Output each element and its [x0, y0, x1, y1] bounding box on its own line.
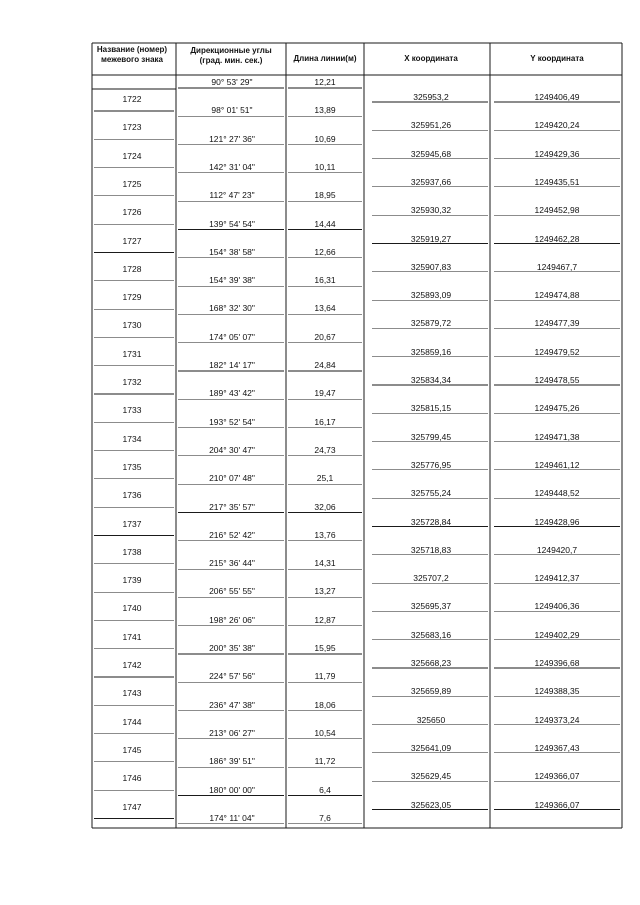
segment-angle: 121° 27' 36" [209, 133, 255, 144]
header-angles: Дирекционные углы (град. мин. сек.) [190, 46, 272, 65]
segment-length: 16,17 [314, 416, 336, 427]
point-name: 1746 [122, 773, 142, 784]
point-name: 1743 [122, 688, 142, 699]
point-name: 1732 [122, 377, 142, 387]
point-x: 325695,37 [410, 601, 452, 612]
segment-length: 10,11 [314, 161, 336, 172]
segment-angle: 224° 57' 56" [209, 671, 255, 682]
segment-length: 11,79 [314, 671, 336, 682]
point-y: 1249366,07 [534, 771, 580, 782]
point-y: 1249429,36 [534, 148, 580, 159]
point-x: 325859,16 [410, 346, 452, 357]
point-y: 1249479,52 [534, 346, 580, 357]
segment-length: 19,47 [314, 388, 336, 399]
point-name: 1726 [122, 207, 142, 218]
segment-angle: 217° 35' 57" [209, 501, 255, 512]
point-y: 1249373,24 [534, 714, 580, 725]
segment-length: 13,64 [314, 303, 336, 314]
point-x: 325707,2 [413, 573, 449, 584]
segment-angle: 210° 07' 48" [209, 473, 255, 484]
segment-angle: 142° 31' 04" [209, 161, 255, 172]
segment-length: 6,4 [319, 784, 331, 795]
segment-length: 12,66 [314, 246, 336, 257]
point-name: 1730 [122, 320, 142, 331]
point-x: 325623,05 [410, 799, 452, 810]
header-length: Длина линии(м) [293, 54, 357, 63]
segment-angle: 189° 43' 42" [209, 388, 255, 399]
point-y: 1249467,7 [536, 261, 578, 272]
point-name: 1722 [122, 94, 142, 104]
point-x: 325629,45 [410, 771, 452, 782]
point-name: 1724 [122, 150, 142, 161]
point-y: 1249420,24 [534, 120, 580, 131]
segment-length: 20,67 [314, 331, 336, 342]
segment-length: 25,1 [316, 473, 334, 484]
point-name: 1725 [122, 178, 142, 189]
point-y: 1249475,26 [534, 403, 580, 414]
point-x: 325834,34 [410, 375, 452, 385]
point-name: 1740 [122, 603, 142, 614]
segment-length: 12,87 [314, 614, 336, 625]
point-y: 1249406,36 [534, 601, 580, 612]
point-y: 1249474,88 [534, 290, 580, 301]
segment-angle: 200° 35' 38" [209, 643, 255, 653]
segment-length: 16,31 [314, 275, 336, 286]
point-x: 325799,45 [410, 431, 452, 442]
point-name: 1737 [122, 518, 142, 529]
point-y: 1249461,12 [534, 459, 580, 470]
segment-length: 13,76 [314, 529, 336, 540]
point-y: 1249428,96 [534, 516, 580, 527]
point-x: 325668,23 [410, 658, 452, 668]
segment-length: 14,44 [314, 218, 336, 229]
point-y: 1249396,68 [534, 658, 580, 668]
point-y: 1249478,55 [534, 375, 580, 385]
segment-length: 10,69 [314, 133, 336, 144]
segment-angle: 174° 05' 07" [209, 331, 255, 342]
point-x: 325919,27 [410, 233, 452, 244]
point-y: 1249477,39 [534, 318, 580, 329]
segment-angle: 206° 55' 55" [209, 586, 255, 597]
point-y: 1249448,52 [534, 488, 580, 499]
header-name: Название (номер) межевого знака [96, 45, 168, 64]
point-y: 1249452,98 [534, 205, 580, 216]
point-name: 1739 [122, 575, 142, 586]
point-x: 325776,95 [410, 459, 452, 470]
point-x: 325907,83 [410, 261, 452, 272]
segment-angle: 90° 53' 29" [211, 77, 253, 87]
segment-length: 10,54 [314, 727, 336, 738]
segment-length: 32,06 [314, 501, 336, 512]
point-name: 1742 [122, 660, 142, 670]
segment-angle: 186° 39' 51" [209, 756, 255, 767]
point-y: 1249366,07 [534, 799, 580, 810]
header-x: X координата [404, 54, 458, 63]
point-x: 325945,68 [410, 148, 452, 159]
point-name: 1738 [122, 546, 142, 557]
point-name: 1728 [122, 263, 142, 274]
point-y: 1249388,35 [534, 686, 580, 697]
point-x: 325953,2 [413, 92, 449, 102]
point-x: 325718,83 [410, 544, 452, 555]
header-y: Y координата [530, 54, 584, 63]
segment-angle: 198° 26' 06" [209, 614, 255, 625]
point-name: 1723 [122, 122, 142, 133]
point-y: 1249367,43 [534, 742, 580, 753]
point-name: 1729 [122, 292, 142, 303]
segment-angle: 98° 01' 51" [211, 105, 253, 116]
segment-length: 7,6 [319, 812, 331, 823]
segment-angle: 182° 14' 17" [209, 360, 255, 370]
point-name: 1747 [122, 801, 142, 812]
segment-angle: 193° 52' 54" [209, 416, 255, 427]
segment-length: 12,21 [314, 77, 336, 87]
point-x: 325683,16 [410, 629, 452, 640]
point-x: 325659,89 [410, 686, 452, 697]
segment-length: 11,72 [314, 756, 336, 767]
segment-length: 13,27 [314, 586, 336, 597]
segment-length: 15,95 [314, 643, 336, 653]
segment-angle: 154° 39' 38" [209, 275, 255, 286]
point-y: 1249462,28 [534, 233, 580, 244]
point-name: 1735 [122, 461, 142, 472]
point-x: 325893,09 [410, 290, 452, 301]
point-name: 1733 [122, 405, 142, 416]
segment-length: 18,06 [314, 699, 336, 710]
point-x: 325755,24 [410, 488, 452, 499]
point-name: 1741 [122, 631, 142, 642]
segment-length: 18,95 [314, 190, 336, 201]
point-name: 1727 [122, 235, 142, 246]
segment-angle: 216° 52' 42" [209, 529, 255, 540]
point-y: 1249406,49 [534, 92, 580, 102]
point-x: 325650 [416, 714, 446, 725]
segment-length: 14,31 [314, 558, 336, 569]
segment-angle: 180° 00' 00" [209, 784, 255, 795]
point-y: 1249435,51 [534, 176, 580, 187]
point-x: 325641,09 [410, 742, 452, 753]
point-x: 325879,72 [410, 318, 452, 329]
point-name: 1731 [122, 348, 142, 359]
segment-angle: 168° 32' 30" [209, 303, 255, 314]
segment-angle: 215° 36' 44" [209, 558, 255, 569]
point-name: 1734 [122, 433, 142, 444]
point-x: 325815,15 [410, 403, 452, 414]
point-x: 325930,32 [410, 205, 452, 216]
segment-angle: 204° 30' 47" [209, 444, 255, 455]
point-x: 325728,84 [410, 516, 452, 527]
point-name: 1745 [122, 744, 142, 755]
segment-length: 24,73 [314, 444, 336, 455]
segment-length: 24,84 [314, 360, 336, 370]
segment-angle: 154° 38' 58" [209, 246, 255, 257]
point-y: 1249402,29 [534, 629, 580, 640]
point-name: 1744 [122, 716, 142, 727]
point-y: 1249412,37 [534, 573, 580, 584]
segment-angle: 139° 54' 54" [209, 218, 255, 229]
point-name: 1736 [122, 490, 142, 501]
point-x: 325951,26 [410, 120, 452, 131]
point-y: 1249420,7 [536, 544, 578, 555]
segment-angle: 112° 47' 23" [209, 190, 255, 201]
point-y: 1249471,38 [534, 431, 580, 442]
point-x: 325937,66 [410, 176, 452, 187]
segment-length: 13,89 [314, 105, 336, 116]
segment-angle: 236° 47' 38" [209, 699, 255, 710]
segment-angle: 213° 06' 27" [209, 727, 255, 738]
segment-angle: 174° 11' 04" [209, 812, 255, 823]
